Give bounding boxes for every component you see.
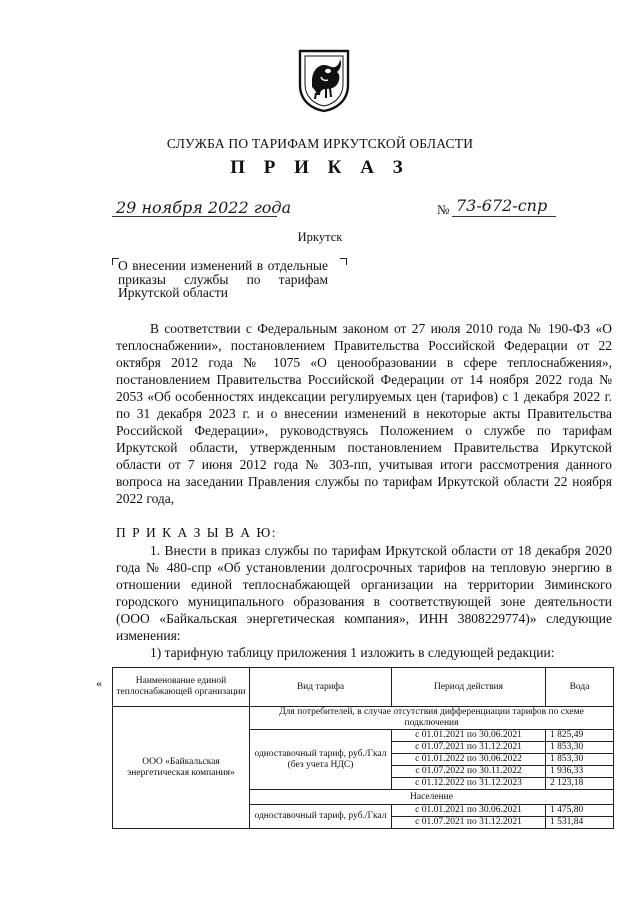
tariff-type-cell: одноставочный тариф, руб./Гкал	[250, 805, 392, 829]
city-name: Иркутск	[297, 230, 343, 244]
subject-bracket-right	[340, 258, 347, 265]
period-cell: с 01.07.2022 по 30.11.2022	[392, 766, 546, 778]
tariff-type-cell: одноставочный тариф, руб./Гкал (без учета НДС)	[250, 730, 392, 790]
value-cell: 1 531,84	[546, 817, 614, 829]
period-cell: с 01.01.2021 по 30.06.2021	[392, 730, 546, 742]
period-cell: с 01.12.2022 по 31.12.2023	[392, 778, 546, 790]
header-water: Вода	[546, 668, 614, 707]
period-cell: с 01.01.2021 по 30.06.2021	[392, 805, 546, 817]
table-row	[113, 707, 614, 730]
group-heading-consumers: Для потребителей, в случае отсутствия дифференциации тарифов по схеме подключения	[250, 707, 614, 730]
date-underline	[112, 216, 277, 217]
period-cell: с 01.07.2021 по 31.12.2021	[392, 742, 546, 754]
value-cell: 2 123,18	[546, 778, 614, 790]
clause-1-paragraph: 1. Внести в приказ службы по тарифам Иркутской области от 18 декабря 2020 года № 480-спр «Об установлении долгосрочных тарифов на тепловую энергию в отношении единой теплоснабжающей организации на территории Зиминского городского муниципального образования в соответствующей зоне деятельности (ООО «Байкальская энергетическая компания», ИНН 3808229774)» следующие изменения:	[116, 543, 612, 643]
header-period: Период действия	[392, 668, 546, 707]
header-org: Наименование единой теплоснабжающей организации	[113, 668, 250, 707]
value-cell: 1 853,30	[546, 754, 614, 766]
value-cell: 1 825,49	[546, 730, 614, 742]
coat-of-arms-emblem	[296, 47, 352, 113]
tariff-table	[112, 667, 614, 829]
preamble-paragraph: В соответствии с Федеральным законом от 27 июля 2010 года № 190-ФЗ «О теплоснабжении», постановлением Правительства Российской Федерации от 22 октября 2012 года № 1075 «О ценообразовании в сфере теплоснабжения», постановлением Правительства Российской Федерации от 14 ноября 2022 года № 2053 «Об особенностях индексации регулируемых цен (тарифов) с 1 декабря 2022 г. по 31 декабря 2023 г. и о внесении изменений в некоторые акты Правительства Российской Федерации», руководствуясь Положением о службе по тарифам Иркутской области, утвержденным постановлением Правительства Иркутской области от 7 июня 2012 года № 303-пп, учитывая итоги рассмотрения данного вопроса на заседании Правления службы по тарифам Иркутской области 22 ноября 2022 года,	[116, 321, 612, 506]
period-cell: с 01.01.2022 по 30.06.2022	[392, 754, 546, 766]
document-subject: О внесении изменений в отдельные приказы службы по тарифам Иркутской области	[118, 258, 328, 300]
number-label: №	[437, 202, 450, 217]
opening-quote-mark: «	[96, 676, 102, 690]
value-cell: 1 936,33	[546, 766, 614, 778]
value-cell: 1 475,80	[546, 805, 614, 817]
header-tariff-type: Вид тарифа	[250, 668, 392, 707]
handwritten-number: 73-672-спр	[456, 196, 548, 215]
document-title: П Р И К А З	[230, 157, 410, 178]
value-cell: 1 853,30	[546, 742, 614, 754]
number-underline	[452, 216, 556, 217]
clause-1-subitem: 1) тарифную таблицу приложения 1 изложить в следующей редакции:	[150, 645, 555, 660]
order-word: П Р И К А З Ы В А Ю:	[116, 525, 278, 540]
handwritten-date: 29 ноября 2022 года	[116, 198, 292, 217]
period-cell: с 01.07.2021 по 31.12.2021	[392, 817, 546, 829]
org-cell: ООО «Байкальская энергетическая компания»	[113, 707, 250, 829]
group-heading-population: Население	[250, 790, 614, 805]
agency-name: СЛУЖБА ПО ТАРИФАМ ИРКУТСКОЙ ОБЛАСТИ	[166, 136, 474, 151]
table-header-row	[113, 668, 614, 707]
